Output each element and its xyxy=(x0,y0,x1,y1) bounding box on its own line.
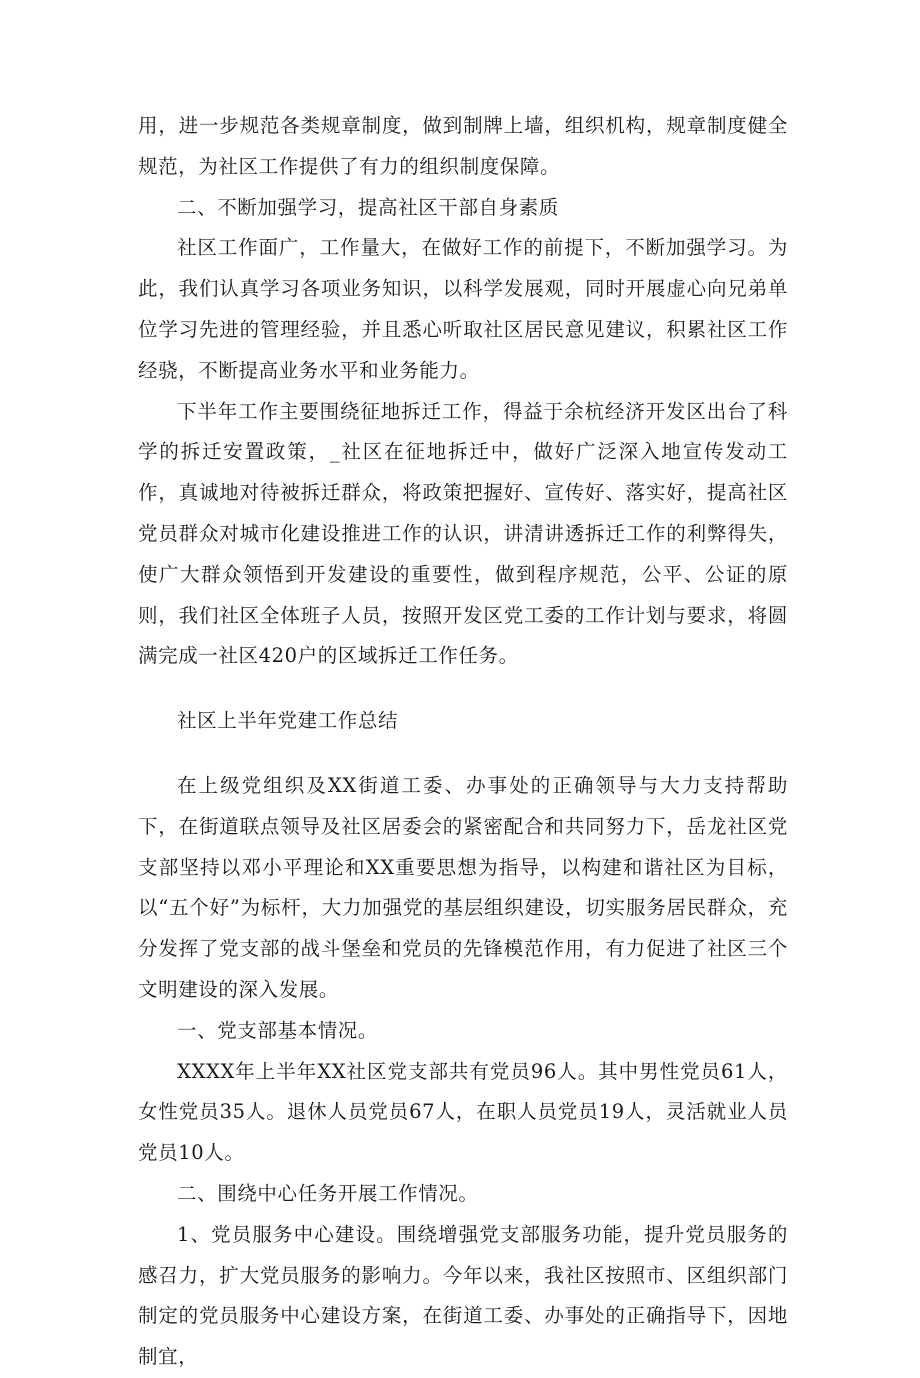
paragraph-member-stats: XXXX年上半年XX社区党支部共有党员96人。其中男性党员61人，女性党员35人。退休人员党员67人，在职人员党员19人，灵活就业人员党员10人。 xyxy=(138,1059,788,1165)
heading-strengthen-learning: 二、不断加强学习，提高社区干部自身素质 xyxy=(177,195,559,219)
paragraph-introduction: 在上级党组织及XX街道工委、办事处的正确领导与大力支持帮助下，在街道联点领导及社区居委会的紧密配合和共同努力下，岳龙社区党支部坚持以邓小平理论和XX重要思想为指导，以构建和谐社区为目标，以“五个好”为标杆，大力加强党的基层组织建设，切实服务居民群众，充分发挥了党支部的战斗堡垒和党员的先锋模范作用，有力促进了社区三个文明建设的深入发展。 xyxy=(138,773,788,1001)
paragraph-learning: 社区工作面广，工作量大，在做好工作的前提下，不断加强学习。为此，我们认真学习各项业务知识，以科学发展观，同时开展虚心向兄弟单位学习先进的管理经验，并且悉心听取社区居民意见建议，积累社区工作经骁，不断提高业务水平和业务能力。 xyxy=(138,236,788,382)
document-title: 社区上半年党建工作总结 xyxy=(177,709,399,733)
heading-central-tasks: 二、围绕中心任务开展工作情况。 xyxy=(177,1181,479,1205)
document-page xyxy=(138,106,788,1378)
paragraph-demolition: 下半年工作主要围绕征地拆迁工作，得益于余杭经济开发区出台了科学的拆迁安置政策，_社区在征地拆迁中，做好广泛深入地宣传发动工作，真诚地对待被拆迁群众，将政策把握好、宣传好、落实好，提高社区党员群众对城市化建设推进工作的认识，讲清讲透拆迁工作的利弊得失，使广大群众领悟到开发建设的重要性，做到程序规范，公平、公证的原则，我们社区全体班子人员，按照开发区党工委的工作计划与要求，将圆满完成一社区420户的区域拆迁工作任务。 xyxy=(138,399,788,668)
section-spacer xyxy=(138,677,788,701)
paragraph-service-center: 1、党员服务中心建设。围绕增强党支部服务功能，提升党员服务的感召力，扩大党员服务的影响力。今年以来，我社区按照市、区组织部门制定的党员服务中心建设方案，在街道工委、办事处的正确指导下，因地制宜， xyxy=(138,1222,788,1369)
heading-branch-basics: 一、党支部基本情况。 xyxy=(177,1018,379,1042)
paragraph-regulations: 用，进一步规范各类规章制度，做到制牌上墙，组织机构，规章制度健全规范，为社区工作提供了有力的组织制度保障。 xyxy=(138,114,788,178)
section-spacer xyxy=(138,742,788,766)
